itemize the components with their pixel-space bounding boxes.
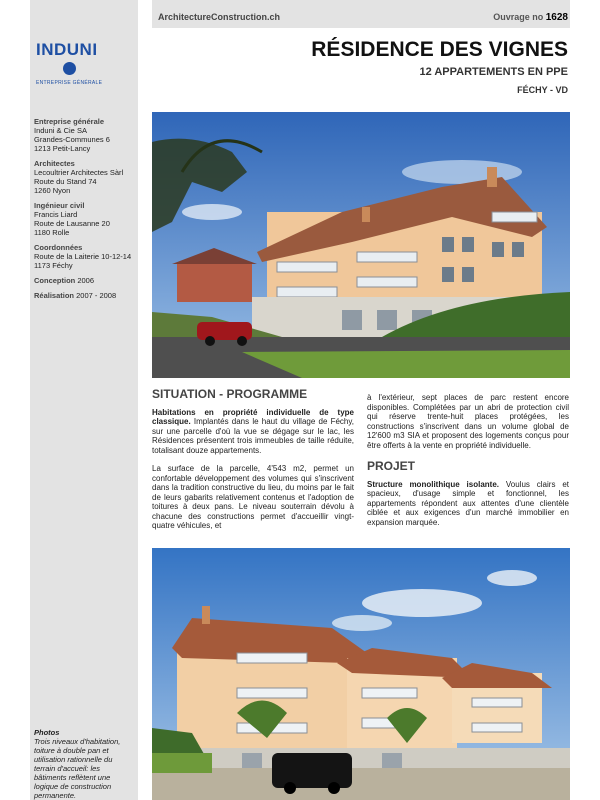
logo-text: INDUNI bbox=[36, 40, 98, 59]
logo-tagline: ENTREPRISE GÉNÉRALE bbox=[36, 80, 103, 86]
info-line: 1180 Rolle bbox=[34, 228, 70, 237]
induni-logo bbox=[36, 40, 106, 86]
right-column bbox=[367, 393, 569, 536]
info-value: 2006 bbox=[77, 276, 95, 285]
building-photo-top bbox=[152, 112, 570, 378]
projet-lead-bold: Structure monolithique isolante. bbox=[367, 479, 499, 489]
ouvrage-number bbox=[493, 12, 568, 23]
info-label: Coordonnées bbox=[34, 243, 83, 252]
situation-paragraph: La surface de la parcelle, 4'543 m2, permet un confortable développement des volumes qui s'inscrivent dans la tradition constructive du lieu, du moins par le fait de leurs gabarits relativement contenus et l'adoption de toitures à deux pans. Le niveau souterrain dévolu à chacune des constructions permet d'accueillir vingt-quatre véhicules, et bbox=[152, 464, 354, 530]
info-line: 1173 Féchy bbox=[34, 261, 73, 270]
info-ingenieur bbox=[34, 201, 134, 237]
info-line: Route de la Laiterie 10-12-14 bbox=[34, 252, 132, 261]
info-label: Ingénieur civil bbox=[34, 201, 85, 210]
info-conception bbox=[34, 276, 134, 285]
info-realisation bbox=[34, 291, 134, 300]
project-info bbox=[34, 117, 134, 306]
info-entreprise bbox=[34, 117, 134, 153]
ouvrage-label: Ouvrage no bbox=[493, 12, 544, 22]
ouvrage-value: 1628 bbox=[545, 12, 568, 23]
building-photo-bottom bbox=[152, 548, 570, 800]
page-location: FÉCHY - VD bbox=[517, 85, 568, 95]
info-line: 1260 Nyon bbox=[34, 186, 71, 195]
info-line: Induni & Cie SA bbox=[34, 126, 87, 135]
page-subtitle: 12 APPARTEMENTS EN PPE bbox=[419, 66, 568, 78]
info-coordonnees bbox=[34, 243, 134, 270]
projet-heading: PROJET bbox=[367, 459, 416, 473]
info-label: Architectes bbox=[34, 159, 75, 168]
info-value: 2007 - 2008 bbox=[76, 291, 117, 300]
situation-continued: à l'extérieur, sept places de parc restent encore disponibles. Complétées par un abri de protection civil qui réserve trente-huit places protégées, les constructions s'inscrivent dans un volume global de 12'600 m3 SIA et proposent des logements conçus pour être offerts à la vente en propriété individuelle. bbox=[367, 393, 569, 450]
info-line: Grandes-Communes 6 bbox=[34, 135, 110, 144]
page-title: RÉSIDENCE DES VIGNES bbox=[311, 38, 568, 61]
info-line: Francis Liard bbox=[34, 210, 78, 219]
info-line: Lecoultrier Architectes Sàrl bbox=[34, 168, 124, 177]
situation-heading: SITUATION - PROGRAMME bbox=[152, 387, 308, 401]
photos-label: Photos bbox=[34, 728, 60, 737]
info-label: Réalisation bbox=[34, 291, 75, 300]
situation-lead-bold: Habitations en propriété individuelle de type classique. bbox=[152, 407, 354, 426]
info-line: 1213 Petit-Lancy bbox=[34, 144, 91, 153]
site-name[interactable]: ArchitectureConstruction.ch bbox=[158, 12, 281, 22]
info-line: Route du Stand 74 bbox=[34, 177, 97, 186]
situation-lead-text: Implantés dans le haut du village de Féchy, sur une parcelle d'où la vue se dégage sur le lac, les Résidences présentent trois immeubles de taille réduite, totalisant douze appartements. bbox=[152, 417, 354, 455]
projet-lead-text: Voulus clairs et spacieux, d'usage simple et fonctionnel, les appartements répondent aux attentes d'une clientèle ciblée et aux exigences d'un marché immobilier en expansion marquée. bbox=[367, 479, 569, 527]
photos-text: Trois niveaux d'habitation, toiture à double pan et utilisation rationnelle du terrain d'accueil: les bâtiments reflètent une logique de construction permanente. bbox=[34, 737, 121, 800]
info-architectes bbox=[34, 159, 134, 195]
situation-lead bbox=[152, 408, 354, 456]
info-label: Conception bbox=[34, 276, 76, 285]
projet-lead bbox=[367, 480, 569, 528]
photos-caption bbox=[34, 728, 134, 800]
logo-dot-icon bbox=[63, 62, 76, 75]
info-line: Route de Lausanne 20 bbox=[34, 219, 110, 228]
info-label: Entreprise générale bbox=[34, 117, 105, 126]
situation-section bbox=[152, 387, 354, 540]
